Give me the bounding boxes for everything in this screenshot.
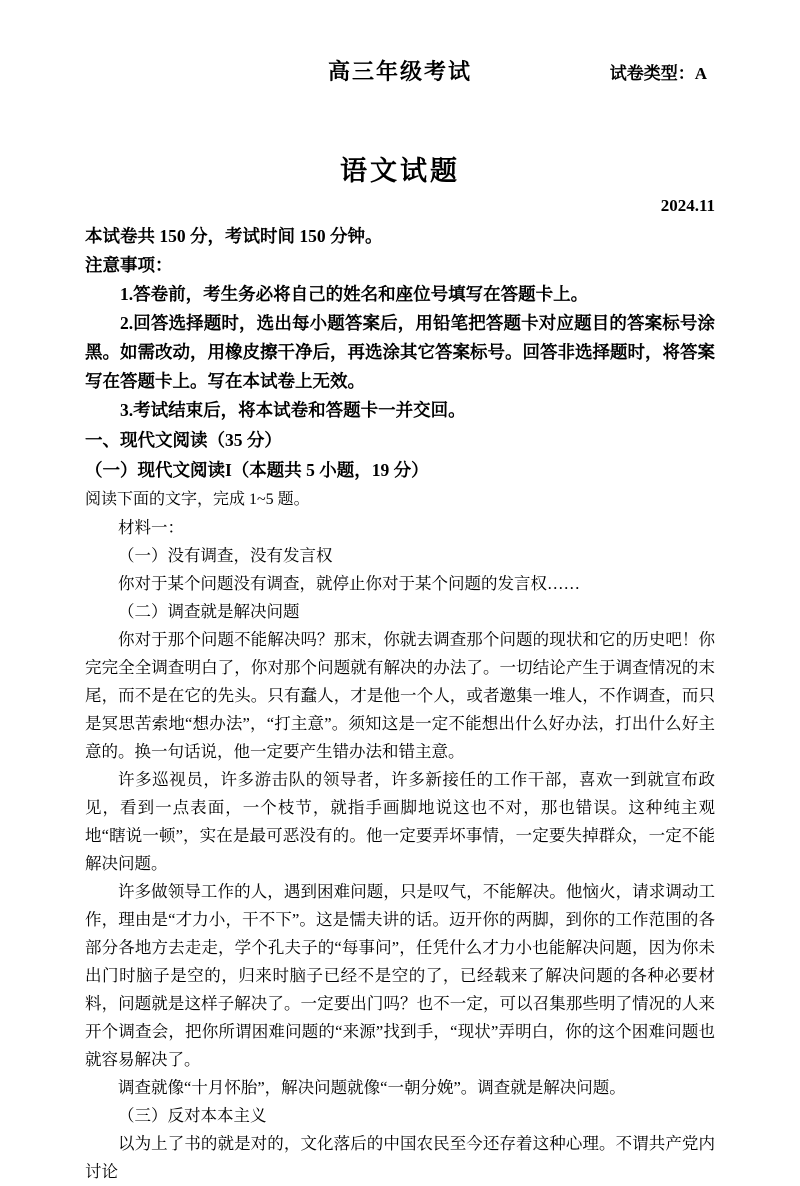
notice-heading: 注意事项：	[85, 255, 173, 275]
exam-grade-title: 高三年级考试	[327, 59, 472, 84]
material-one-label: 材料一：	[118, 518, 184, 537]
notice-item-1: 1.答卷前，考生务必将自己的姓名和座位号填写在答题卡上。	[120, 284, 589, 304]
subject-title: 语文试题	[340, 156, 460, 186]
paragraph: 以为上了书的就是对的，文化落后的中国农民至今还存着这种心理。不谓共产党内讨论	[85, 1134, 715, 1181]
paragraph: 你对于某个问题没有调查，就停止你对于某个问题的发言权……	[118, 574, 580, 593]
notice-item-3: 3.考试结束后，将本试卷和答题卡一并交回。	[120, 400, 466, 420]
paragraph: 调查就像“十月怀胎”，解决问题就像“一朝分娩”。调查就是解决问题。	[118, 1078, 626, 1097]
section-part-one-sub-heading: （一）现代文阅读I（本题共 5 小题，19 分）	[85, 460, 429, 480]
page-header	[85, 55, 715, 87]
notice-item-2: 2.回答选择题时，选出每小题答案后，用铅笔把答题卡对应题目的答案标号涂黑。如需改动，用橡皮擦干净后，再选涂其它答案标号。回答非选择题时，将答案写在答题卡上。写在本试卷上无效。	[85, 313, 715, 391]
section-part-one-heading: 一、现代文阅读（35 分）	[85, 430, 282, 450]
subsection-one-title: （一）没有调查，没有发言权	[118, 546, 333, 565]
paragraph: 许多做领导工作的人，遇到困难问题，只是叹气，不能解决。他恼火，请求调动工作，理由是“才力小，干不下”。这是懦夫讲的话。迈开你的两脚，到你的工作范围的各部分各地方去走走，学个孔夫子的“每事问”，任凭什么才力小也能解决问题，因为你未出门时脑子是空的，归来时脑子已经不是空的了，已经载来了解决问题的各种必要材料，问题就是这样子解决了。一定要出门吗？也不一定，可以召集那些明了情况的人来开个调查会，把你所谓困难问题的“来源”找到手，“现状”弄明白，你的这个困难问题也就容易解决了。	[85, 882, 715, 1069]
subsection-two-title: （二）调查就是解决问题	[118, 602, 300, 621]
exam-summary: 本试卷共 150 分，考试时间 150 分钟。	[85, 226, 383, 246]
subsection-three-title: （三）反对本本主义	[118, 1106, 267, 1125]
paper-type-label: 试卷类型：A	[609, 64, 707, 83]
reading-instruction: 阅读下面的文字，完成 1~5 题。	[85, 491, 310, 508]
exam-date: 2024.11	[660, 196, 715, 215]
paragraph: 许多巡视员，许多游击队的领导者，许多新接任的工作干部，喜欢一到就宣布政见，看到一点表面，一个枝节，就指手画脚地说这也不对，那也错误。这种纯主观地“瞎说一顿”，实在是最可恶没有的。他一定要弄坏事情，一定要失掉群众，一定不能解决问题。	[85, 770, 715, 873]
paragraph: 你对于那个问题不能解决吗？那末，你就去调查那个问题的现状和它的历史吧！你完完全全调查明白了，你对那个问题就有解决的办法了。一切结论产生于调查情况的末尾，而不是在它的先头。只有蠢人，才是他一个人，或者邀集一堆人，不作调查，而只是冥思苦索地“想办法”，“打主意”。须知这是一定不能想出什么好办法，打出什么好主意的。换一句话说，他一定要产生错办法和错主意。	[85, 630, 715, 761]
